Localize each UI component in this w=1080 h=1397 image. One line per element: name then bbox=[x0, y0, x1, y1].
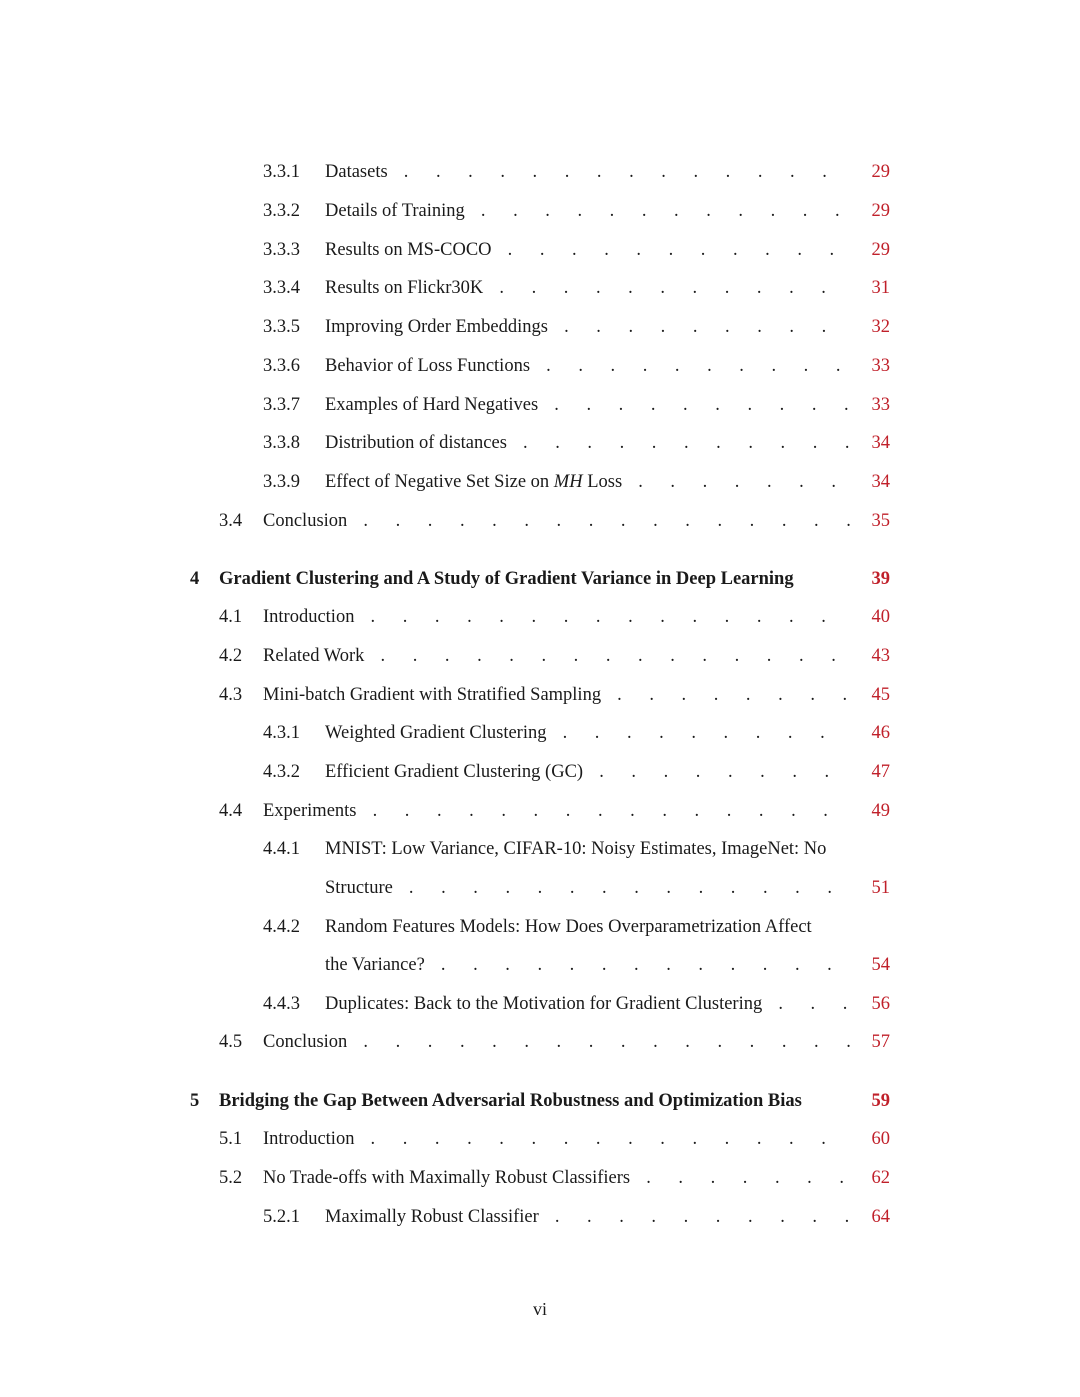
entry-page-link[interactable]: 57 bbox=[871, 1032, 890, 1052]
entry-number: 4.4.2 bbox=[263, 917, 300, 937]
toc-entry[interactable] bbox=[0, 912, 1080, 942]
entry-page-link[interactable]: 60 bbox=[871, 1129, 890, 1149]
entry-number: 3.3.1 bbox=[263, 162, 300, 182]
entry-number: 3.4 bbox=[219, 511, 243, 531]
entry-title: Maximally Robust Classifier . . . bbox=[325, 1202, 852, 1232]
toc-entry[interactable] bbox=[0, 235, 1080, 265]
entry-title: Conclusion . . . bbox=[263, 506, 852, 536]
entry-page-link[interactable]: 31 bbox=[871, 278, 890, 298]
entry-title: Introduction . . . bbox=[263, 602, 852, 632]
entry-title: Random Features Models: How Does Overparametrization Affect bbox=[325, 917, 812, 937]
entry-page-link[interactable]: 47 bbox=[871, 762, 890, 782]
entry-title: Results on MS-COCO . . . bbox=[325, 235, 852, 265]
toc-entry[interactable] bbox=[0, 834, 1080, 864]
chapter-number: 5 bbox=[190, 1091, 200, 1111]
entry-title-continued: the Variance? . . . bbox=[325, 950, 852, 980]
entry-title: MNIST: Low Variance, CIFAR-10: Noisy Estimates, ImageNet: No bbox=[325, 839, 827, 859]
entry-number: 5.2 bbox=[219, 1168, 243, 1188]
chapter-title: Bridging the Gap Between Adversarial Robustness and Optimization Bias bbox=[219, 1091, 802, 1111]
entry-number: 4.3.1 bbox=[263, 723, 300, 743]
entry-number: 4.3.2 bbox=[263, 762, 300, 782]
toc-entry[interactable] bbox=[0, 1027, 1080, 1057]
entry-number: 3.3.5 bbox=[263, 317, 300, 337]
entry-title: Details of Training . . . bbox=[325, 196, 852, 226]
entry-page-link[interactable]: 29 bbox=[871, 201, 890, 221]
entry-number: 3.3.3 bbox=[263, 240, 300, 260]
entry-title: Duplicates: Back to the Motivation for Gradient Clustering . . . bbox=[325, 989, 852, 1019]
toc-entry[interactable] bbox=[0, 796, 1080, 826]
entry-title: Weighted Gradient Clustering . . . bbox=[325, 718, 852, 748]
toc-chapter-entry[interactable] bbox=[0, 564, 1080, 594]
entry-title: Behavior of Loss Functions . . . bbox=[325, 351, 852, 381]
toc-entry-continuation[interactable] bbox=[0, 950, 1080, 980]
entry-number: 4.4 bbox=[219, 801, 243, 821]
toc-entry[interactable] bbox=[0, 273, 1080, 303]
entry-title: Results on Flickr30K . . . bbox=[325, 273, 852, 303]
entry-number: 5.2.1 bbox=[263, 1207, 300, 1227]
entry-page-link[interactable]: 34 bbox=[871, 433, 890, 453]
entry-page-link[interactable]: 29 bbox=[871, 162, 890, 182]
entry-page-link[interactable]: 62 bbox=[871, 1168, 890, 1188]
toc-entry[interactable] bbox=[0, 467, 1080, 497]
entry-number: 4.4.1 bbox=[263, 839, 300, 859]
entry-title: Conclusion . . . bbox=[263, 1027, 852, 1057]
toc-entry[interactable] bbox=[0, 196, 1080, 226]
entry-page-link[interactable]: 46 bbox=[871, 723, 890, 743]
entry-title: Distribution of distances . . . bbox=[325, 428, 852, 458]
entry-title-emphasis: MH bbox=[553, 472, 583, 492]
entry-page-link[interactable]: 49 bbox=[871, 801, 890, 821]
entry-number: 3.3.7 bbox=[263, 395, 300, 415]
entry-title: Introduction . . . bbox=[263, 1124, 852, 1154]
toc-chapter-entry[interactable] bbox=[0, 1086, 1080, 1116]
entry-page-link[interactable]: 64 bbox=[871, 1207, 890, 1227]
toc-entry[interactable] bbox=[0, 351, 1080, 381]
entry-number: 5.1 bbox=[219, 1129, 243, 1149]
chapter-number: 4 bbox=[190, 569, 200, 589]
entry-number: 3.3.2 bbox=[263, 201, 300, 221]
entry-page-link[interactable]: 45 bbox=[871, 685, 890, 705]
entry-number: 4.4.3 bbox=[263, 994, 300, 1014]
toc-entry[interactable] bbox=[0, 1124, 1080, 1154]
entry-page-link[interactable]: 56 bbox=[871, 994, 890, 1014]
toc-entry[interactable] bbox=[0, 1163, 1080, 1193]
toc-entry[interactable] bbox=[0, 1202, 1080, 1232]
entry-number: 3.3.4 bbox=[263, 278, 300, 298]
chapter-page-link[interactable]: 39 bbox=[871, 569, 890, 589]
entry-title: No Trade-offs with Maximally Robust Classifiers . . . bbox=[263, 1163, 852, 1193]
toc-entry-continuation[interactable] bbox=[0, 873, 1080, 903]
entry-page-link[interactable]: 43 bbox=[871, 646, 890, 666]
page-number-footer: vi bbox=[532, 1299, 547, 1319]
entry-page-link[interactable]: 33 bbox=[871, 395, 890, 415]
entry-number: 4.2 bbox=[219, 646, 243, 666]
entry-title: Related Work . . . bbox=[263, 641, 852, 671]
toc-entry[interactable] bbox=[0, 680, 1080, 710]
entry-page-link[interactable]: 34 bbox=[871, 472, 890, 492]
chapter-title: Gradient Clustering and A Study of Gradient Variance in Deep Learning bbox=[219, 569, 794, 589]
entry-number: 4.3 bbox=[219, 685, 243, 705]
entry-title: Effect of Negative Set Size on MH Loss . . . bbox=[325, 467, 852, 497]
entry-title: Examples of Hard Negatives . . . bbox=[325, 390, 852, 420]
toc-entry[interactable] bbox=[0, 718, 1080, 748]
toc-entry[interactable] bbox=[0, 506, 1080, 536]
toc-entry[interactable] bbox=[0, 989, 1080, 1019]
entry-number: 3.3.6 bbox=[263, 356, 300, 376]
toc-entry[interactable] bbox=[0, 602, 1080, 632]
entry-title: Datasets . . . bbox=[325, 157, 852, 187]
entry-title-continued: Structure . . . bbox=[325, 873, 852, 903]
entry-number: 4.1 bbox=[219, 607, 243, 627]
entry-page-link[interactable]: 32 bbox=[871, 317, 890, 337]
entry-title: Efficient Gradient Clustering (GC) . . . bbox=[325, 757, 852, 787]
toc-entry[interactable] bbox=[0, 157, 1080, 187]
toc-entry[interactable] bbox=[0, 641, 1080, 671]
entry-title: Improving Order Embeddings . . . bbox=[325, 312, 852, 342]
entry-title: Experiments . . . bbox=[263, 796, 852, 826]
entry-number: 3.3.8 bbox=[263, 433, 300, 453]
entry-page-link[interactable]: 33 bbox=[871, 356, 890, 376]
entry-page-link[interactable]: 40 bbox=[871, 607, 890, 627]
toc-entry[interactable] bbox=[0, 390, 1080, 420]
toc-entry[interactable] bbox=[0, 312, 1080, 342]
entry-number: 3.3.9 bbox=[263, 472, 300, 492]
toc-entry[interactable] bbox=[0, 757, 1080, 787]
entry-page-link[interactable]: 54 bbox=[871, 955, 890, 975]
entry-title: Mini-batch Gradient with Stratified Sampling . . . bbox=[263, 680, 852, 710]
toc-entry[interactable] bbox=[0, 428, 1080, 458]
entry-page-link[interactable]: 51 bbox=[871, 878, 890, 898]
entry-page-link[interactable]: 29 bbox=[871, 240, 890, 260]
entry-page-link[interactable]: 35 bbox=[871, 511, 890, 531]
chapter-page-link[interactable]: 59 bbox=[871, 1091, 890, 1111]
entry-number: 4.5 bbox=[219, 1032, 243, 1052]
